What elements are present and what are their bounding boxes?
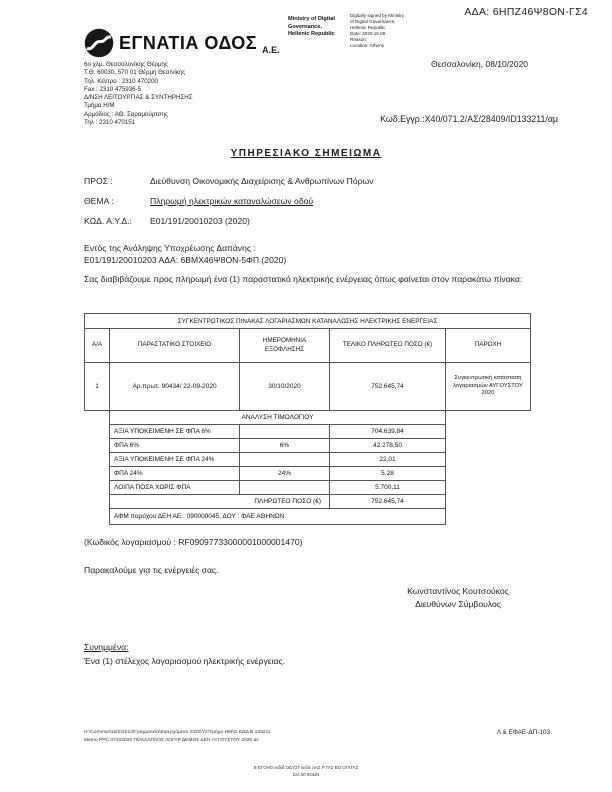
supplier-afm: ΑΦΜ παρόχου ΔΕΗ ΑΕ : 090000045, ΔΟΥ : ΦΑΕ ΑΘΗΝΩΝ (110, 509, 446, 525)
address-line: Τηλ : 2310 470151 (84, 119, 136, 127)
company-type: Α.Ε. (262, 45, 280, 55)
attachments-block (84, 640, 285, 668)
analysis-amount: 704.639,84 (330, 425, 446, 439)
analysis-row (85, 467, 531, 481)
meta-block (84, 176, 374, 236)
signer-role: Διευθύνων Σύμβουλος (415, 599, 501, 610)
subject-row (84, 196, 374, 206)
attachments-item: Ένα (1) στέλεχος λογαριασμού ηλεκτρικής ενέργειας. (84, 656, 286, 667)
analysis-row (85, 439, 531, 453)
ministry-line: Hellenic Republic (288, 31, 335, 38)
address-line: Τηλ. Κέντρο : 2310 470200 (84, 77, 158, 85)
cell-aa: 1 (85, 363, 110, 411)
spacer-cell (85, 509, 110, 525)
spacer-cell (446, 411, 531, 425)
analysis-amount: 5.700,11 (330, 481, 446, 495)
signer-name: Κωνσταντίνος Κουτσούκος (407, 586, 509, 596)
egnatia-logo-icon (84, 28, 114, 58)
analysis-label: ΛΟΙΠΑ ΠΟΣΑ ΧΩΡΙΣ ΦΠΑ (110, 481, 240, 495)
to-row (84, 176, 374, 186)
footer-file-path (84, 729, 271, 744)
analysis-label: ΑΞΙΑ ΥΠΟΚΕΙΜΕΝΗ ΣΕ ΦΠΑ 24% (110, 453, 240, 467)
spacer-cell (446, 425, 531, 439)
signature-line: Digitally signed by Ministry (350, 13, 405, 18)
spacer-cell (85, 453, 110, 467)
total-row (85, 495, 531, 509)
signature-block (380, 585, 536, 612)
cell-document: Αρ.πρωτ. 90434/ 22-09-2020 (110, 363, 240, 411)
to-label: ΠΡΟΣ : (84, 176, 113, 186)
cell-amount: 752.645,74 (330, 363, 446, 411)
address-line: Fax : 2310 475936-5 (84, 85, 142, 93)
document-title: ΥΠΗΡΕΣΙΑΚΟ ΣΗΜΕΙΩΜΑ (230, 148, 382, 159)
analysis-title: ΑΝΑΛΥΣΗ ΤΙΜΟΛΟΓΙΟΥ (110, 411, 446, 425)
city-date: Θεσσαλονίκη, 08/10/2020 (431, 59, 529, 69)
document-code: Κωδ.Εγγρ.:Χ40/071.2/ΑΣ/28409/ID133211/αμ (380, 114, 558, 124)
table-title-row (85, 314, 531, 329)
ministry-stamp (288, 16, 352, 39)
ayd-code-row (84, 216, 374, 226)
analysis-rate (240, 481, 330, 495)
signature-line: Date: 2020.10.08 (350, 30, 386, 36)
cell-due-date: 30/10/2020 (240, 363, 330, 411)
address-block (84, 61, 193, 127)
signature-line: Location: Athens (350, 42, 384, 48)
analysis-row (85, 425, 531, 439)
address-line: 6ο χλμ. Θεσσαλονίκης Θέρμης (84, 61, 168, 68)
analysis-label: ΑΞΙΑ ΥΠΟΚΕΙΜΕΝΗ ΣΕ ΦΠΑ 6% (110, 425, 240, 439)
afm-row (85, 509, 531, 525)
analysis-rate: 24% (240, 467, 330, 481)
commitment-line: Ε01/191/20010203 ΑΔΑ: 6ΒΜΧ46Ψ8ΟΝ-5ΦΠ (2020) (84, 255, 287, 266)
spacer-cell (446, 509, 531, 525)
ministry-line: Ministry of Digital (288, 16, 335, 22)
analysis-amount: 22,01 (330, 453, 446, 467)
footer-note-line: Σελ 50 9ΟΩΝ (292, 771, 320, 777)
col-header-document: ΠΑΡΑΣΤΑΤΙΚΟ ΣΤΟΙΧΕΙΟ (110, 329, 240, 363)
spacer-cell (85, 467, 110, 481)
commitment-line: Εντός της Ανάληψης Υποχρέωσης Δαπάνης : (84, 243, 256, 253)
analysis-rate (240, 453, 330, 467)
cell-supply: Συγκεντρωτική κατάσταση λογαριασμών ΑΥΓΟΥΣΤΟΥ 2020 (446, 363, 531, 411)
subject-label: ΘΕΜΑ : (84, 196, 114, 206)
signature-line: Hellenic Republic (350, 24, 386, 30)
spacer-cell (85, 481, 110, 495)
address-line: Δ/ΝΣΗ ΛΕΙΤΟΥΡΓΙΑΣ & ΣΥΝΤΗΡΗΣΗΣ (84, 94, 193, 102)
subject-value: Πληρωμή ηλεκτρικών καταναλώσεων οδού (150, 196, 314, 206)
analysis-label: ΦΠΑ 6% (110, 439, 240, 453)
attachments-label: Συνημμένα: (84, 642, 129, 652)
digital-signature-stamp (350, 13, 424, 49)
table-row (85, 363, 531, 411)
ayd-code-label: ΚΩΔ. Α.Υ.Δ.: (84, 216, 132, 226)
spacer-cell (446, 453, 531, 467)
col-header-due-date: ΗΜΕΡΟΜΗΝΙΑ ΕΞΟΦΛΗΣΗΣ (240, 329, 330, 363)
company-logo (84, 28, 280, 58)
spacer-cell (446, 481, 531, 495)
table-header-row (85, 329, 531, 363)
account-code-line: (Κωδικός λογαριασμού : RF09097733000001000001470) (84, 537, 303, 547)
col-header-aa: Α/Α (85, 329, 110, 363)
bills-table (84, 313, 531, 525)
company-name: ΕΓΝΑΤΙΑ ΟΔΟΣ (119, 32, 258, 53)
footer-form-code: Λ & ΕΦΑΕ-ΔΠ-103 (496, 729, 550, 736)
signature-line: of Digital Governance, (350, 18, 396, 24)
analysis-amount: 42.278,50 (330, 439, 446, 453)
spacer-cell (85, 439, 110, 453)
analysis-amount: 5,28 (330, 467, 446, 481)
ministry-line: Governance, (288, 23, 322, 30)
analysis-rate: 6% (240, 439, 330, 453)
footer-path-line: H:\Common\LES\2013\Γραμματεία\Εισερχόμενα 2020\ΥΣ\Τμήμα ΗΜ\Ο ΚΩΔ Β 133211 (84, 730, 271, 735)
ayd-code-value: Ε01/191/20010203 (2020) (150, 216, 250, 226)
to-value: Διεύθυνση Οικονομικής Διαχείρισης & Ανθρωπίνων Πόρων (150, 176, 374, 186)
spacer-cell (85, 425, 110, 439)
spacer-cell (85, 495, 110, 509)
address-line: Αρμόδιος : ΑΘ. Σαραμούρτσης (84, 110, 168, 118)
intro-paragraph: Σας διαβιβάζουμε προς πληρωμή ένα (1) παραστατικό ηλεκτρικής ενέργειας όπως φαίνεται στον παρακάτω πίνακα: (84, 274, 523, 284)
analysis-rate (240, 425, 330, 439)
ada-number: ΑΔΑ: 6ΗΠΖ46Ψ8ΟΝ-ΓΣ4 (464, 6, 588, 18)
commitment-block (84, 242, 286, 267)
analysis-label: ΦΠΑ 24% (110, 467, 240, 481)
footer-note-line: Β ΕΓΟΗΟ εκδίδ ΟΕΥΣΓ κεδιλ ΛΑΣ Ρ ΓΑΣ ΒΟ ΟΓΑΓΑΣ (253, 765, 359, 770)
total-amount: 752.645,74 (330, 495, 446, 509)
footer-note (0, 765, 612, 779)
total-label: ΠΛΗΡΩΤΕΟ ΠΟΣΟ (€) (110, 495, 330, 509)
spacer-cell (85, 411, 110, 425)
spacer-cell (446, 495, 531, 509)
signature-line: Reason: (350, 36, 368, 42)
address-line: Τ.Θ. 60030, 570 01 Θέρμη Θεσ/νίκης (84, 69, 186, 77)
footer-path-line: Memo PPC 07102020 ΠΟΛΛΑΠΛΟΣ ΛΟΓΑΡ ΔΕΜΟΣ ΔΕΗ ΑΥΓΟΥΣΤΟΥ 2020 αε (84, 737, 259, 743)
col-header-supply: ΠΑΡΟΧΗ (446, 329, 531, 363)
analysis-row (85, 481, 531, 495)
closing-line: Παρακαλούμε για τις ενέργειές σας. (84, 565, 219, 575)
spacer-cell (446, 467, 531, 481)
table-title: ΣΥΓΚΕΝΤΡΩΤΙΚΟΣ ΠΙΝΑΚΑΣ ΛΟΓΑΡΙΑΣΜΩΝ ΚΑΤΑΝΑΛΩΣΗΣ ΗΛΕΚΤΡΙΚΗΣ ΕΝΕΡΓΕΙΑΣ (85, 314, 531, 329)
analysis-row (85, 453, 531, 467)
spacer-cell (446, 439, 531, 453)
address-line: Τμήμα Η/Μ (84, 102, 115, 110)
col-header-amount: ΤΕΛΙΚΟ ΠΛΗΡΩΤΕΟ ΠΟΣΟ (€) (330, 329, 446, 363)
analysis-header-row (85, 411, 531, 425)
